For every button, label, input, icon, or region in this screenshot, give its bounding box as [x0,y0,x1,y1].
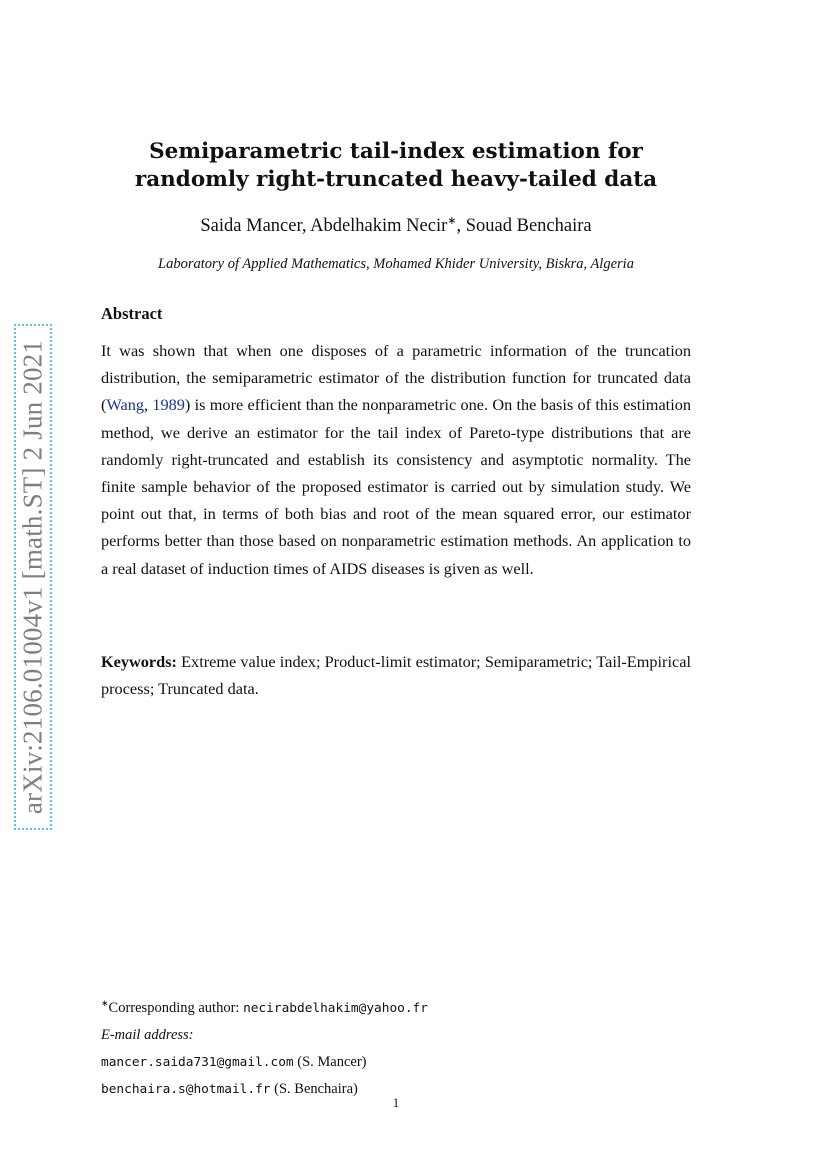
footnotes [101,990,701,1103]
paper-title-line-1: Semiparametric tail-index estimation for [149,139,643,164]
citation-link-year[interactable]: 1989 [152,395,185,415]
authors-after-mark: , Souad Benchaira [456,216,592,237]
paper-title-line-2: randomly right-truncated heavy-tailed data [134,167,658,192]
email-owner: (S. Benchaira) [270,1080,358,1097]
corresponding-label: Corresponding author: [108,999,244,1016]
footnote-mark: ∗ [101,998,109,1008]
email-heading: E-mail address: [101,1026,194,1043]
citation-separator: , [144,395,153,415]
authors-before-mark: Saida Mancer, Abdelhakim Necir [200,216,448,237]
abstract-heading: Abstract [101,304,163,323]
arxiv-stamp-text: arXiv:2106.01004v1 [math.ST] 2 Jun 2021 [17,339,48,815]
email-line [101,1049,701,1076]
paper-title [100,138,692,194]
keywords-paragraph [101,648,691,702]
corresponding-author-mark[interactable]: ∗ [447,215,457,227]
page-number: 1 [392,1096,400,1110]
corresponding-email-link[interactable]: necirabdelhakim@yahoo.fr [243,1000,428,1016]
abstract-body [101,337,691,582]
corresponding-author-footnote [101,990,701,1022]
abstract-text-start: It was shown that when one disposes of a parametric information of the truncation distribution, the semiparametric estimator of the distribution function for truncated data ( [101,341,691,415]
email-owner: (S. Mancer) [293,1053,367,1070]
abstract-text-end: ) is more efficient than the nonparametric one. On the basis of this estimation method, we derive an estimator for the tail index of Pareto-type distributions that are randomly right-truncated and establish its consistency and asymptotic normality. The finite sample behavior of the proposed estimator is carried out by simulation study. We point out that, in terms of both bias and root of the mean squared error, our estimator performs better than those based on nonparametric estimation methods. An application to a real dataset of induction times of AIDS diseases is given as well. [101,395,691,578]
email-link[interactable]: mancer.saida731@gmail.com [101,1054,294,1070]
affiliation: Laboratory of Applied Mathematics, Mohamed Khider University, Biskra, Algeria [158,256,634,272]
author-list [100,214,692,237]
email-link[interactable]: benchaira.s@hotmail.fr [101,1081,271,1097]
keywords-label: Keywords: [101,652,177,671]
keywords-text: Extreme value index; Product-limit estimator; Semiparametric; Tail-Empirical process; Truncated data. [101,652,691,699]
citation-link-author[interactable]: Wang [106,395,144,415]
arxiv-stamp [6,324,62,830]
